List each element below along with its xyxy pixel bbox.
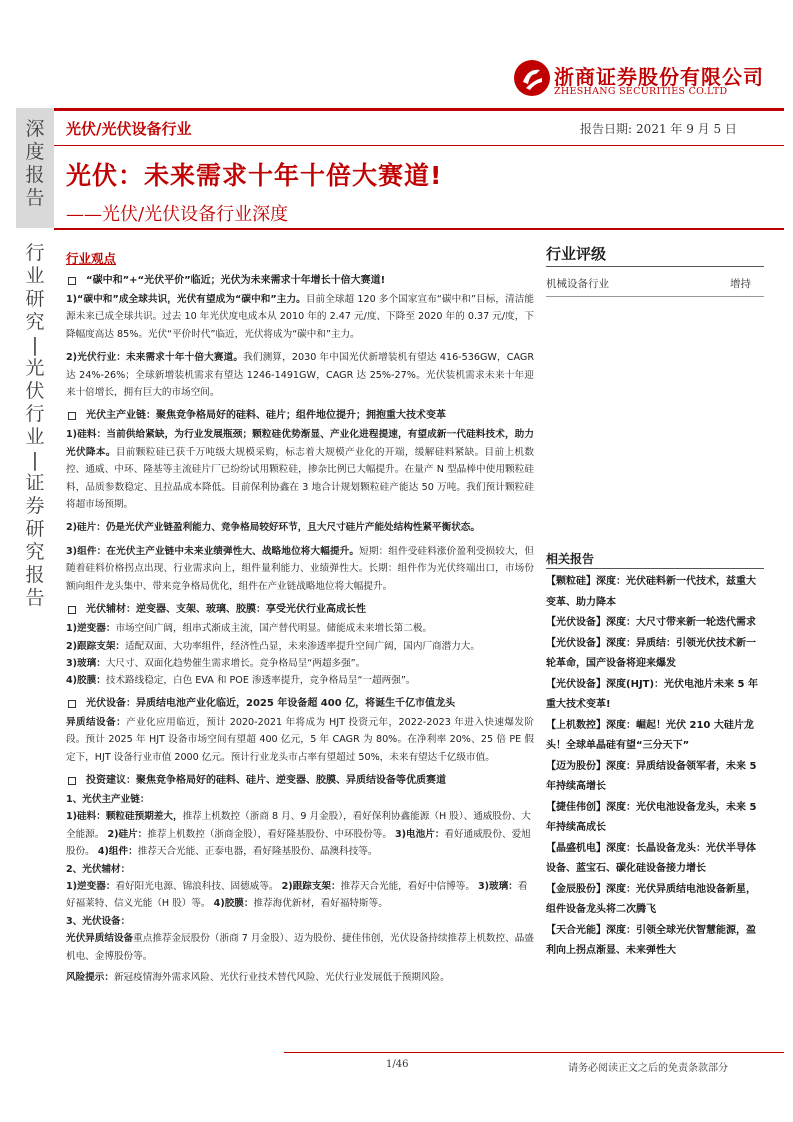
paragraph-lead: 4)胶膜： [213, 898, 254, 910]
page-number: 1/46 [386, 1059, 409, 1070]
related-report-item[interactable]: 【颗粒硅】深度：光伏硅料新一代技术，兹重大变革、助力降本 [546, 576, 756, 608]
paragraph-lead: 2)硅片： [107, 828, 148, 840]
bullet-point [66, 695, 534, 712]
risk-warning [66, 969, 534, 986]
column-label-char: 光 [25, 357, 45, 379]
checkbox-square-icon [68, 277, 76, 285]
paragraph-body: 看好阳光电源、锦浪科技、固德威等。 [115, 880, 279, 892]
subsection-title [66, 861, 534, 878]
paragraph-lead: 3)组件：在光伏主产业链中未来业绩弹性大、战略地位将大幅提升。 [66, 545, 360, 557]
rating-value: 增持 [730, 278, 751, 290]
column-label-char: 究 [25, 311, 45, 333]
header-bottom-rule [54, 228, 784, 230]
paragraph-body: 大尺寸、双面化趋势催生需求增长。竞争格局呈“两超多强”。 [105, 657, 366, 669]
industry-label: 光伏/光伏设备行业 [66, 120, 192, 138]
related-report-item[interactable]: 【上机数控】深度：崛起！光伏 210 大硅片龙头！全球单晶硅有望“三分天下” [546, 719, 754, 751]
column-label-char: 研 [25, 518, 45, 540]
paragraph-body: 目前颗粒硅已获千万吨级大规模采购，标志着大规模产业化的开端，缓解硅料紧缺。目前上机数控、通威、中环、隆基等主流硅片厂已纷纷试用颗粒硅，掺杂比例已大幅提升。在量产 N 型晶棒中使用颗粒硅料，品质参数稳定、且拉晶成本降低。目前保利协鑫在 3 地合计规划颗粒硅产能达 50 万吨。我们预计颗粒硅将超市场预期。 [66, 446, 535, 511]
bullet-point [66, 772, 534, 789]
paragraph-lead: 异质结设备： [66, 716, 127, 728]
paragraph [66, 878, 534, 913]
paragraph-lead: 3)电池片： [394, 828, 445, 840]
column-label-char: 研 [25, 288, 45, 310]
bullet-text: “碳中和”+“光伏平价”临近；光伏为未来需求十年增长十倍大赛道! [86, 275, 386, 286]
subsection-title [66, 913, 534, 930]
related-report-item[interactable]: 【天合光能】深度：引领全球光伏智慧能源，盈利向上拐点渐显、未来弹性大 [546, 924, 756, 956]
paragraph-body: 技术路线稳定，白色 EVA 和 POE 渗透率提升，竞争格局呈“一超两强”。 [105, 675, 416, 687]
paragraph [66, 714, 534, 766]
rating-industry: 机械设备行业 [546, 278, 609, 290]
column-label-char: 行 [25, 242, 45, 264]
paragraph [66, 620, 534, 637]
related-report-item[interactable]: 【迈为股份】深度：异质结设备领军者，未来 5 年持续高增长 [546, 760, 757, 792]
paragraph-lead: 4)组件： [97, 846, 138, 858]
paragraph-body: 适配双面、大功率组件，经济性凸显，未来渗透率提升空间广阔，国内厂商潜力大。 [125, 640, 480, 652]
header-top-rule [54, 108, 784, 111]
subsection-title-text: 3、光伏设备： [66, 915, 131, 927]
paragraph-body: 我们测算，2030 年中国光伏新增装机有望达 416-536GW，CAGR 达 24%-26%；全球新增装机需求有望达 1246-1491GW，CAGR 达 25%-27%。光伏装机需求未来十年迎来十倍增长，拥有巨大的市场空间。 [66, 352, 534, 399]
column-label-vertical [16, 242, 54, 610]
paragraph-body: 重点推荐金辰股份（浙商 7 月金股）、迈为股份、捷佳伟创，光伏设备持续推荐上机数控、晶盛机电、金博股份等。 [66, 933, 534, 962]
paragraph-body: 推荐海优新材，看好福特斯等。 [253, 898, 388, 910]
bullet-text: 投资建议：聚焦竞争格局好的硅料、硅片、逆变器、胶膜、异质结设备等优质赛道 [86, 774, 446, 786]
subsection-title [66, 791, 534, 808]
paragraph-lead: 2)光伏行业：未来需求十年十倍大赛道。 [66, 352, 244, 364]
paragraph-body: 看好福莱特、信义光能（H 股）等。 [66, 880, 528, 910]
paragraph [66, 930, 534, 965]
zheshang-logo-icon [512, 58, 552, 98]
column-label-char: 券 [25, 495, 45, 517]
header-mid-rule [54, 145, 784, 146]
related-report-item[interactable]: 【金辰股份】深度：光伏异质结电池设备新星，组件设备龙头将二次腾飞 [546, 883, 756, 915]
related-report-item[interactable]: 【光伏设备】深度(HJT)：光伏电池片未来 5 年重大技术变革! [546, 678, 758, 710]
paragraph-lead: 4)胶膜： [66, 675, 106, 687]
column-label-char: 证 [25, 472, 45, 494]
rating-divider [546, 296, 764, 297]
checkbox-square-icon [68, 700, 76, 708]
rating-divider [546, 266, 764, 267]
report-date-value: 2021 年 9 月 5 日 [636, 122, 737, 136]
column-label-char: 告 [25, 587, 45, 609]
column-label-char: 业 [25, 265, 45, 287]
paragraph-body: 推荐上机数控（浙商 8 月、9 月金股），看好保利协鑫能源（H 股）、通威股份、大全能源。 [66, 811, 531, 840]
paragraph-body: 短期：组件受硅料涨价盈利受损较大，但随着硅料价格拐点出现、行业需求向上，组件量利能力、业绩弹性大。长期：组件作为光伏终端出口，市场份额向组件龙头集中、带来竞争格局优化，组件在产业链战略地位将大幅提升。 [66, 545, 535, 592]
bullet-point [66, 407, 534, 424]
paragraph-body: 产业化应用临近，预计 2020-2021 年将成为 HJT 投资元年，2022-2023 年进入快速爆发阶段。预计 2025 年 HJT 设备市场空间有望超 400 亿元，5 年 CAGR 为 80%。在净利率 20%、25 倍 PE 假定下，HJT 设备行业市值 2000 亿元。预计行业龙头市占率有望超过 50%，未来有望达千亿级市值。 [66, 716, 534, 763]
paragraph [66, 672, 534, 689]
checkbox-square-icon [68, 606, 76, 614]
subsection-title-text: 2、光伏辅材： [66, 863, 131, 875]
paragraph [66, 655, 534, 672]
column-label-char: 行 [25, 403, 45, 425]
column-label-char: 业 [25, 426, 45, 448]
paragraph-lead: 2)跟踪支架： [66, 640, 126, 652]
subsection-title-text: 1、光伏主产业链： [66, 793, 150, 805]
paragraph [66, 349, 534, 401]
paragraph [66, 519, 534, 536]
section-title: 行业观点 [66, 251, 117, 266]
paragraph-lead: 2)硅片：仍是光伏产业链盈利能力、竞争格局较好环节，且大尺寸硅片产能处结构性紧平衡状态。 [66, 522, 480, 534]
related-reports-title: 相关报告 [546, 552, 595, 566]
column-label-char: 报 [25, 564, 45, 586]
disclaimer: 请务必阅读正文之后的免责条款部分 [568, 1063, 728, 1074]
paragraph [66, 543, 534, 595]
bullet-text: 光伏主产业链：聚焦竞争格局好的硅料、硅片；组件地位提升；拥抱重大技术变革 [86, 410, 446, 422]
brand-name-cn: 浙商证券股份有限公司 [554, 65, 764, 89]
industry-view-section [66, 250, 534, 986]
paragraph-body: 推荐天合光能、正泰电器，看好隆基股份、晶澳科技等。 [137, 846, 378, 858]
report-date [580, 120, 741, 137]
paragraph-lead: 1)“碳中和”成全球共识，光伏有望成为“碳中和”主力。 [66, 294, 306, 305]
report-type-char: 度 [25, 141, 45, 163]
related-report-item[interactable]: 【捷佳伟创】深度：光伏电池设备龙头，未来 5 年持续高成长 [546, 801, 757, 833]
paragraph-lead: 1)逆变器： [66, 623, 116, 635]
column-label-char: 伏 [25, 380, 45, 402]
paragraph-body: 推荐天合光能，看好中信博等。 [340, 880, 475, 892]
paragraph-body: 推荐上机数控（浙商金股），看好隆基股份、中环股份等。 [147, 828, 392, 840]
checkbox-square-icon [68, 777, 76, 785]
checkbox-square-icon [68, 412, 76, 420]
paragraph-lead: 光伏异质结设备 [66, 933, 134, 945]
paragraph-body: 市场空间广阔，组串式渐成主流，国产替代明显。储能成未来增长第二极。 [115, 623, 433, 635]
related-report-item[interactable]: 【光伏设备】深度：异质结：引领光伏技术新一轮革命，国产设备将迎来爆发 [546, 637, 756, 669]
related-report-item[interactable]: 【晶盛机电】深度：长晶设备龙头：光伏半导体设备、蓝宝石、碳化硅设备接力增长 [546, 842, 756, 874]
paragraph-lead: 1)逆变器： [66, 880, 116, 892]
page-subtitle: ——光伏/光伏设备行业深度 [66, 204, 289, 225]
paragraph [66, 808, 534, 860]
paragraph-lead: 3)玻璃： [66, 657, 106, 669]
page-title: 光伏：未来需求十年十倍大赛道! [66, 161, 443, 190]
report-type-char: 报 [25, 164, 45, 186]
bullet-text: 光伏设备：异质结电池产业化临近，2025 年设备超 400 亿，将诞生千亿市值龙头 [86, 697, 456, 709]
bullet-point [66, 272, 534, 289]
bullet-text: 光伏辅材：逆变器、支架、玻璃、胶膜：享受光伏行业高成长性 [86, 604, 366, 616]
report-date-label: 报告日期: [580, 122, 633, 136]
paragraph-lead: 1)硅料：当前供给紧缺，为行业发展瓶颈；颗粒硅优势渐显、产业化进程提速，有望成新一代硅料技术，助力光伏降本。 [66, 429, 534, 458]
paragraph-lead: 1)硅料：颗粒硅预期差大， [66, 811, 183, 823]
bullet-point [66, 601, 534, 618]
paragraph [66, 426, 534, 513]
paragraph-body: 目前全球超 120 多个国家宣布“碳中和”目标，清洁能源未来已成全球共识。过去 10 年光伏度电成本从 2010 年的 2.47 元/度、下降至 2020 年的 0.37 元/度，下降幅度高达 85%。光伏“平价时代”临近，光伏将成为“碳中和”主力。 [66, 294, 534, 340]
brand-name-en: ZHESHANG SECURITIES CO.LTD [554, 86, 728, 97]
footer-rule [284, 1052, 784, 1053]
paragraph [66, 638, 534, 655]
column-label-char: | [31, 334, 39, 356]
risk-label: 风险提示： [66, 972, 114, 983]
report-type-char: 深 [25, 118, 45, 140]
paragraph-body: 看好通威股份、爱旭股份。 [66, 828, 531, 858]
related-report-item[interactable]: 【光伏设备】深度：大尺寸带来新一轮迭代需求 [546, 617, 756, 628]
column-label-char: | [31, 449, 39, 471]
paragraph [66, 291, 534, 343]
report-type-char: 告 [25, 187, 45, 209]
report-type-vertical [16, 118, 54, 210]
risk-text: 新冠疫情海外需求风险、光伏行业技术替代风险、光伏行业发展低于预期风险。 [113, 972, 450, 983]
column-label-char: 究 [25, 541, 45, 563]
paragraph-lead: 2)跟踪支架： [281, 880, 341, 892]
paragraph-lead: 3)玻璃： [478, 880, 518, 892]
rating-title: 行业评级 [546, 245, 607, 263]
related-reports-list [546, 572, 764, 962]
related-reports-divider [546, 568, 764, 569]
